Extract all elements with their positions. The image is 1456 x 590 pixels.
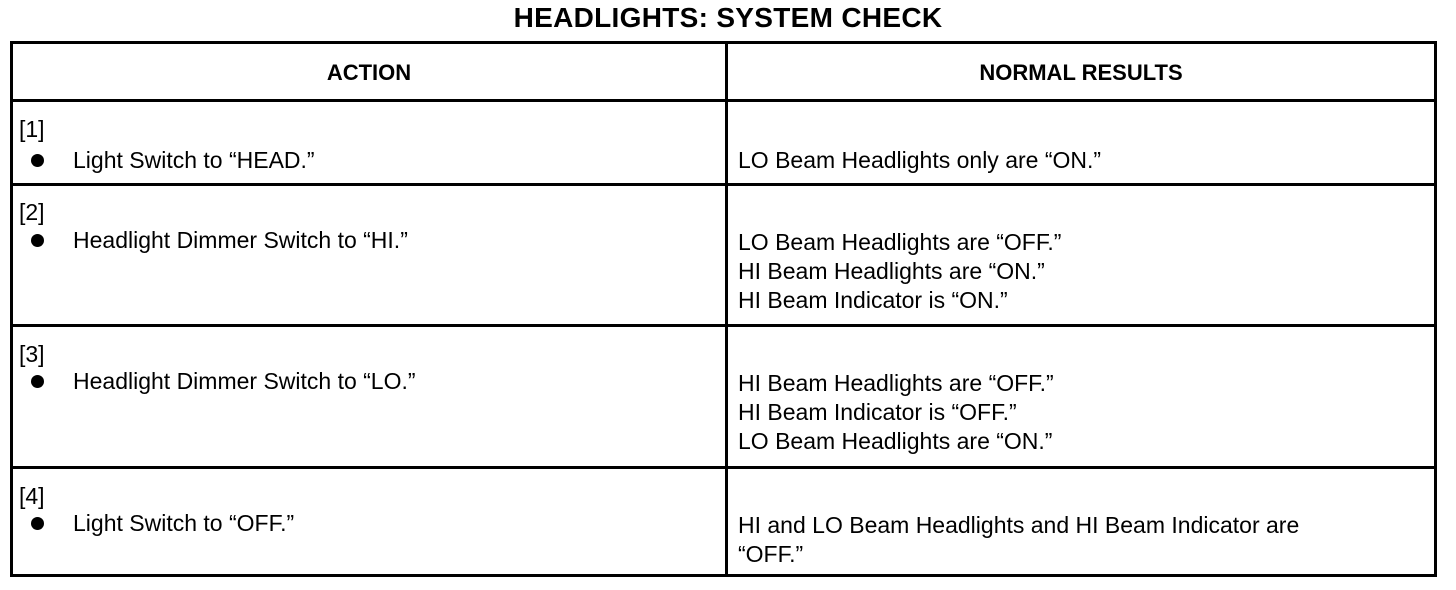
step-number: [1] (19, 116, 45, 142)
result-line: LO Beam Headlights are “ON.” (738, 428, 1053, 454)
result-line: HI and LO Beam Headlights and HI Beam Indicator are (738, 512, 1300, 538)
bullet-icon (31, 154, 44, 167)
action-text: Light Switch to “OFF.” (73, 510, 295, 536)
table-row (13, 102, 1434, 183)
result-line: LO Beam Headlights only are “ON.” (738, 147, 1102, 173)
result-line: “OFF.” (738, 541, 804, 567)
result-text (738, 228, 1438, 315)
bullet-icon (31, 517, 44, 530)
result-line: HI Beam Indicator is “ON.” (738, 287, 1008, 313)
header-action: ACTION (326, 60, 412, 85)
step-number: [3] (19, 341, 45, 367)
result-line: HI Beam Headlights are “ON.” (738, 258, 1045, 284)
result-line: LO Beam Headlights are “OFF.” (738, 229, 1062, 255)
header-normal-results: NORMAL RESULTS (979, 60, 1183, 85)
bullet-icon (31, 234, 44, 247)
step-number: [2] (19, 199, 45, 225)
table-row (13, 186, 1434, 324)
table-row (13, 327, 1434, 466)
result-text (738, 369, 1438, 456)
page-title: HEADLIGHTS: SYSTEM CHECK (513, 2, 943, 33)
result-line: HI Beam Indicator is “OFF.” (738, 399, 1017, 425)
system-check-table (10, 41, 1437, 577)
result-text (738, 511, 1438, 569)
table-row (13, 469, 1434, 574)
step-number: [4] (19, 483, 45, 509)
result-line: HI Beam Headlights are “OFF.” (738, 370, 1054, 396)
action-text: Headlight Dimmer Switch to “HI.” (73, 227, 408, 253)
result-text (738, 146, 1438, 175)
bullet-icon (31, 375, 44, 388)
action-text: Headlight Dimmer Switch to “LO.” (73, 368, 416, 394)
action-text: Light Switch to “HEAD.” (73, 147, 315, 173)
